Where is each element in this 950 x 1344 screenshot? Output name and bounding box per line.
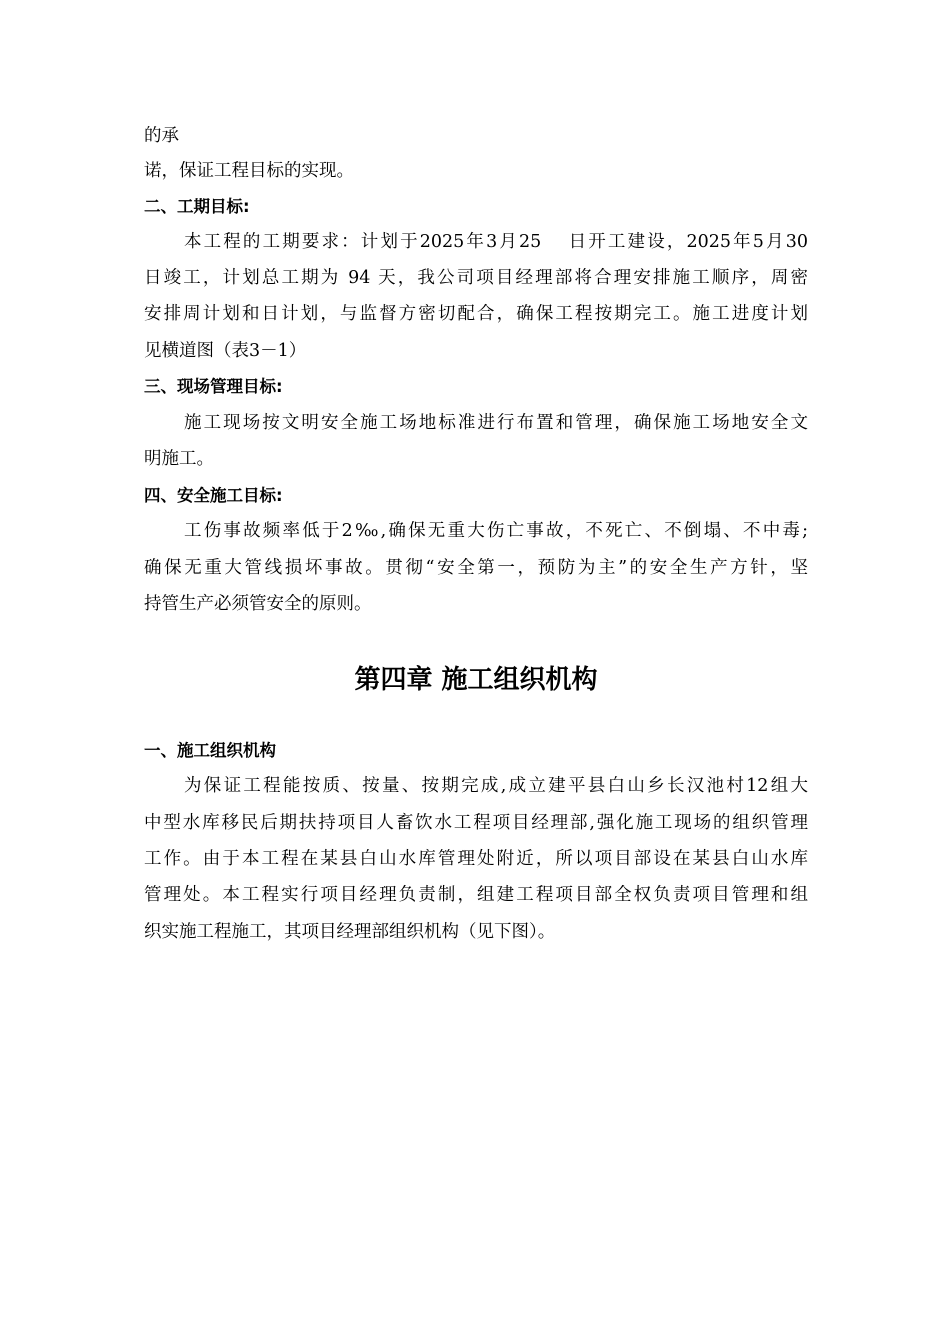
schedule-paragraph-line-2: 日竣工，计划总工期为 94 天，我公司项目经理部将合理安排施工顺序，周密 — [144, 268, 808, 288]
schedule-paragraph-line-1: 本工程的工期要求：计划于2025年3月25 日开工建设，2025年5月30 — [184, 232, 808, 252]
org-paragraph-line-5: 织实施工程施工，其项目经理部组织机构（见下图）。 — [144, 922, 556, 942]
safety-paragraph-line-1: 工伤事故频率低于2‰,确保无重大伤亡事故，不死亡、不倒塌、不中毒; — [184, 521, 808, 541]
schedule-paragraph-line-4: 见横道图（表3－1） — [144, 341, 307, 361]
heading-safety-goal: 四、安全施工目标: — [144, 486, 283, 505]
document-page — [144, 0, 808, 1344]
site-paragraph-line-2: 明施工。 — [144, 449, 214, 469]
heading-schedule-goal: 二、工期目标: — [144, 197, 250, 216]
chapter-title: 第四章 施工组织机构 — [354, 665, 598, 695]
org-paragraph-line-4: 管理处。本工程实行项目经理负责制，组建工程项目部全权负责项目管理和组 — [144, 885, 808, 905]
site-paragraph-line-1: 施工现场按文明安全施工场地标准进行布置和管理，确保施工场地安全文 — [184, 413, 808, 433]
carry-over-line-1: 的承 — [144, 126, 179, 146]
org-paragraph-line-1: 为保证工程能按质、按量、按期完成,成立建平县白山乡长汉池村12组大 — [184, 776, 808, 796]
heading-site-management-goal: 三、现场管理目标: — [144, 377, 283, 396]
safety-paragraph-line-3: 持管生产必须管安全的原则。 — [144, 594, 372, 614]
org-paragraph-line-2: 中型水库移民后期扶持项目人畜饮水工程项目经理部,强化施工现场的组织管理 — [144, 813, 808, 833]
schedule-paragraph-line-3: 安排周计划和日计划，与监督方密切配合，确保工程按期完工。施工进度计划 — [144, 304, 808, 324]
heading-construction-organization: 一、施工组织机构 — [144, 741, 276, 760]
safety-paragraph-line-2: 确保无重大管线损坏事故。贯彻“安全第一，预防为主”的安全生产方针，坚 — [144, 558, 808, 578]
org-paragraph-line-3: 工作。由于本工程在某县白山水库管理处附近，所以项目部设在某县白山水库 — [144, 849, 808, 869]
carry-over-line-2: 诺，保证工程目标的实现。 — [144, 161, 354, 181]
